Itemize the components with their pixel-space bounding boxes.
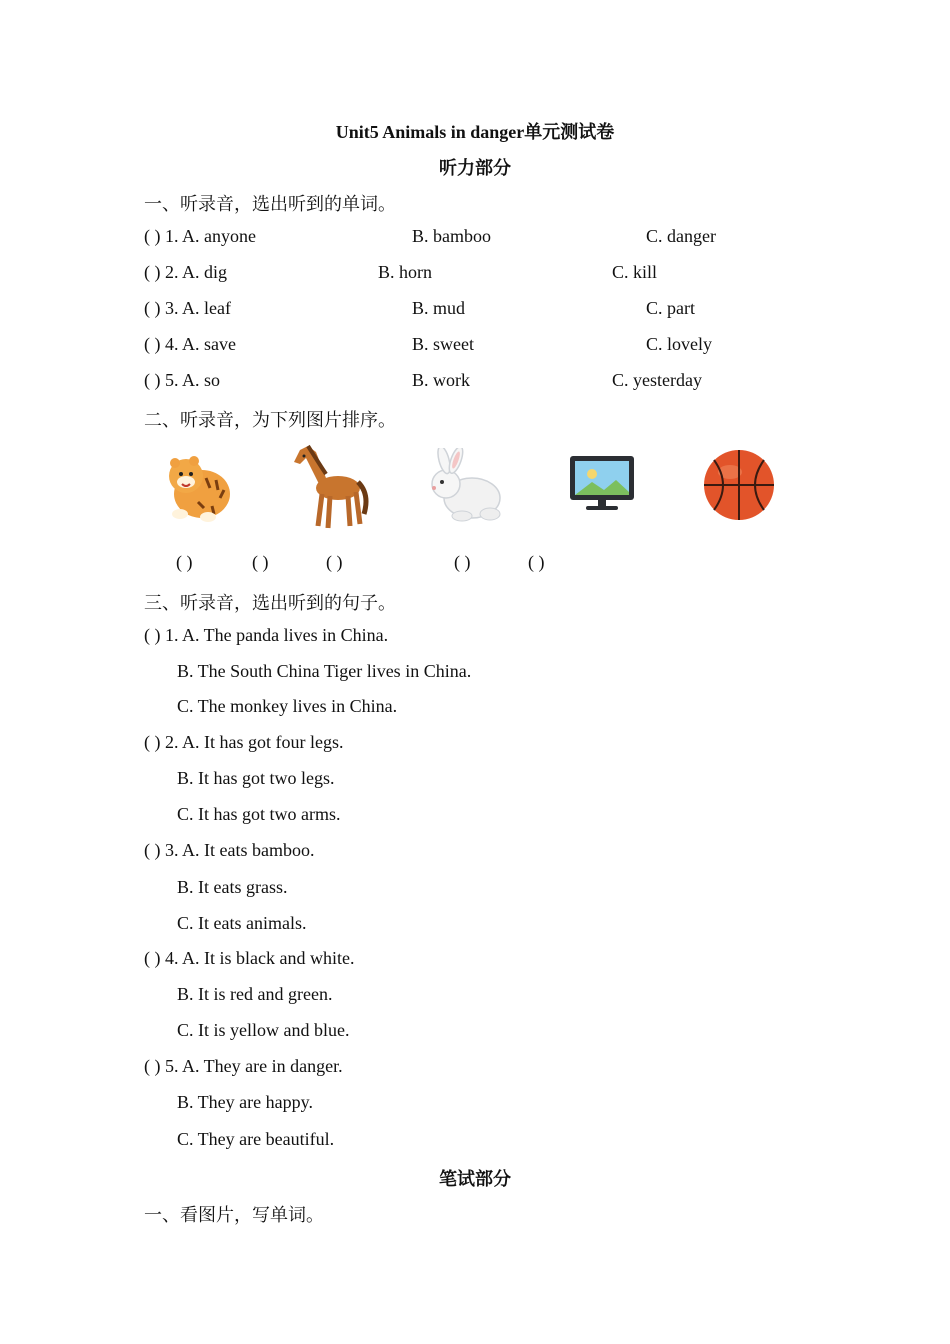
p3-q1-a: ( ) 1. A. The panda lives in China. xyxy=(144,625,389,645)
p1-q2-b: B. horn xyxy=(378,262,432,282)
p1-q3-b: B. mud xyxy=(412,298,466,318)
part3-heading: 三、听录音，选出听到的句子。 xyxy=(144,593,396,613)
p3-q5-b: B. They are happy. xyxy=(177,1092,313,1112)
p3-q3-a: ( ) 3. A. It eats bamboo. xyxy=(144,840,315,860)
tv-picture xyxy=(568,454,638,514)
p1-q1-b: B. bamboo xyxy=(412,226,491,246)
listening-header: 听力部分 xyxy=(439,158,511,178)
p3-q5-c: C. They are beautiful. xyxy=(177,1129,335,1149)
basketball-picture xyxy=(702,448,776,522)
p3-q2-c: C. It has got two arms. xyxy=(177,804,341,824)
page-title: Unit5 Animals in danger单元测试卷 xyxy=(335,122,615,142)
p1-q3-a: ( ) 3. A. leaf xyxy=(144,298,231,318)
writing-header: 笔试部分 xyxy=(439,1169,511,1189)
p1-q1-c: C. danger xyxy=(646,226,716,246)
blank-3[interactable]: ( ) xyxy=(326,552,343,572)
blank-2[interactable]: ( ) xyxy=(252,552,269,572)
p3-q5-a: ( ) 5. A. They are in danger. xyxy=(144,1056,343,1076)
p3-q3-b: B. It eats grass. xyxy=(177,877,288,897)
p3-q4-b: B. It is red and green. xyxy=(177,984,333,1004)
p1-q4-a: ( ) 4. A. save xyxy=(144,334,236,354)
rabbit-picture xyxy=(424,448,508,524)
p1-q1-a: ( ) 1. A. anyone xyxy=(144,226,256,246)
p1-q5-c: C. yesterday xyxy=(612,370,702,390)
tiger-picture xyxy=(162,450,234,524)
p3-q4-c: C. It is yellow and blue. xyxy=(177,1020,350,1040)
part2-heading: 二、听录音，为下列图片排序。 xyxy=(144,410,396,430)
horse-picture xyxy=(292,444,372,530)
p3-q4-a: ( ) 4. A. It is black and white. xyxy=(144,948,355,968)
p3-q2-b: B. It has got two legs. xyxy=(177,768,335,788)
blank-4[interactable]: ( ) xyxy=(454,552,471,572)
p3-q1-c: C. The monkey lives in China. xyxy=(177,696,398,716)
p1-q5-a: ( ) 5. A. so xyxy=(144,370,220,390)
p1-q2-a: ( ) 2. A. dig xyxy=(144,262,227,282)
writing-heading: 一、看图片，写单词。 xyxy=(144,1205,324,1225)
p1-q5-b: B. work xyxy=(412,370,470,390)
blank-5[interactable]: ( ) xyxy=(528,552,545,572)
p1-q4-c: C. lovely xyxy=(646,334,712,354)
p3-q3-c: C. It eats animals. xyxy=(177,913,307,933)
p3-q2-a: ( ) 2. A. It has got four legs. xyxy=(144,732,344,752)
p1-q3-c: C. part xyxy=(646,298,695,318)
p3-q1-b: B. The South China Tiger lives in China. xyxy=(177,661,472,681)
p1-q4-b: B. sweet xyxy=(412,334,474,354)
part1-heading: 一、听录音，选出听到的单词。 xyxy=(144,194,396,214)
p1-q2-c: C. kill xyxy=(612,262,658,282)
blank-1[interactable]: ( ) xyxy=(176,552,193,572)
